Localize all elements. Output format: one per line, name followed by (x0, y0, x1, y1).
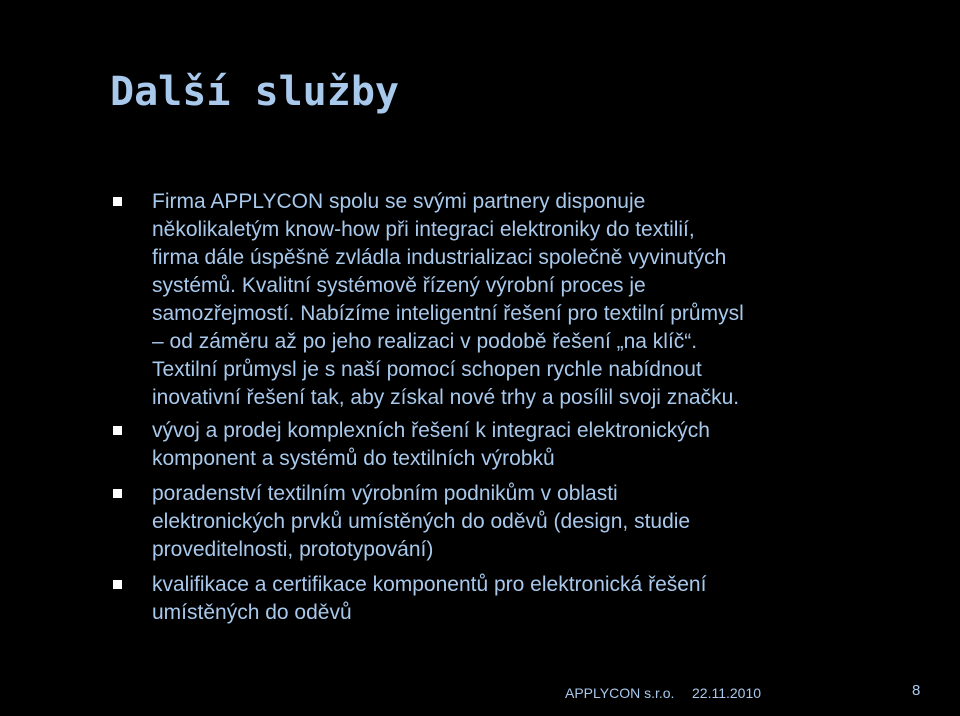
footer-date: 22.11.2010 (692, 685, 762, 701)
bullet-item (108, 417, 908, 473)
square-bullet-icon (113, 580, 122, 589)
bullet-item (108, 188, 908, 412)
bullet-item (108, 571, 908, 627)
bullet-list (108, 188, 908, 634)
bullet-text: Firma APPLYCON spolu se svými partnery disponuje několikaletým know-how při integraci elektroniky do textilií, firma dále úspěšně zvládla industrializaci společně vyvinutých systémů. Kvalitní systémově řízený výrobní proces je samozřejmostí. Nabízíme inteligentní řešení pro textilní průmysl – od záměru až po jeho realizaci v podobě řešení „na klíč“. Textilní průmysl je s naší pomocí schopen rychle nabídnout inovativní řešení tak, aby získal nové trhy a posílil svoji značku. (152, 190, 744, 409)
bullet-text: vývoj a prodej komplexních řešení k integraci elektronických komponent a systémů do textilních výrobků (152, 419, 710, 470)
square-bullet-icon (113, 489, 122, 498)
bullet-text: kvalifikace a certifikace komponentů pro elektronická řešení umístěných do oděvů (152, 573, 707, 624)
slide-title: Další služby (110, 69, 399, 115)
square-bullet-icon (113, 197, 122, 206)
bullet-text: poradenství textilním výrobním podnikům v oblasti elektronických prvků umístěných do oděvů (design, studie proveditelnosti, prototypování) (152, 482, 691, 561)
square-bullet-icon (113, 426, 122, 435)
footer-organization: APPLYCON s.r.o. (565, 685, 675, 701)
bullet-item (108, 480, 908, 564)
page-number: 8 (912, 682, 921, 699)
